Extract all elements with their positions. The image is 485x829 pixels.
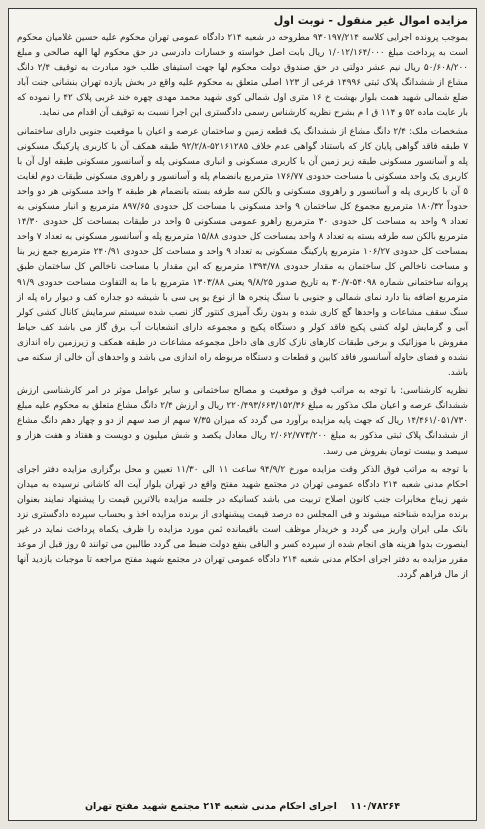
paragraph-property-specs: مشخصات ملک: ۲/۴ دانگ مشاع از ششدانگ یک قطعه زمین و ساختمان عرصه و اعیان با موقعیت جنوبی دارای ساختمانی ۷ طبقه فاقد گواهی پایان کار که باستناد گواهی عدم خلاف ۵۲۱۶۱۲۸۵-۹۲/۲/۸ طبقه همکف آن با کاربری پارکینگ مسکونی پله و آسانسور مسکونی طبقه زیر زمین آن با کاربری مسکونی و انباری مسکونی پله و آسانسور مسکونی طبقه اول آن با کاربری یک واحد مسکونی با مساحت حدودی ۱۷۶/۷۷ مترمربع بانضمام پله و آسانسور و راهروی مسکونی طبقات دوم لغایت ۵ آن با کاربری پله و آسانسور و راهروی مسکونی و بالکن سه طرفه بسته بانضمام هر طبقه ۲ واحد مسکونی هر دو واحد حدوداً ۱۸۰/۳۲ مترمربع مجموع کل ساختمان ۹ واحد مسکونی با مساحت کل حدودی ۸۹۷/۶۵ مترمربع و انبار مسکونی به تعداد ۹ واحد به مساحت کل حدودی ۳۰ مترمربع راهرو عمومی مسکونی ۵ واحد در طبقات بمساحت کل حدودی ۱۴/۳۰ مترمربع بالکن سه طرفه بسته به تعداد ۸ واحد بمساحت کل حدودی ۱۵/۸۸ مترمربع پله و آسانسور مسکونی به تعداد ۷ واحد بمساحت کل حدودی ۱۰۶/۲۷ مترمربع پارکینگ مسکونی به تعداد ۹ واحد و مساحت کل حدودی ۲۴۰/۹۱ مترمربع جمع زیر بنا و مساحت ناخالص کل ساختمان به مقدار حدودی ۱۳۹۴/۷۸ مترمربع که این مقدار با مساحت ناخالص کل ساختمان طبق پروانه ساختمانی شماره ۵۴۰۹۸-۳۰/۷ به تاریخ صدور ۹/۸/۲۵ یعنی ۱۳۰۳/۸۸ مترمربع با ما به التفاوت مساحت حدودی ۹۱/۹ مترمربع اضافه بنا دارد نمای شمالی و جنوبی با سنگ پنجره ها از نوع یو پی سی با شیشه دو جداره کف و دیوار راه پله از سنگ سقف مشاعات و واحدها گچ کاری شده و بدون رنگ آمیزی کنتور گاز نصب شده سیستم سرمایش کانال کشی کولر آبی و گرمایش لوله کشی پکیج فاقد کولر و دستگاه پکیج و مجموعه دارای انشعابات آب برق گاز می باشد کف حیاط مفروش با موزائیک و برخی طبقات کارهای نازک کاری های داخل مجموعه مشاعات در طبقه همکف و زیرزمین راه اندازی نشده و فضای حاوله آسانسور فاقد کابین و قطعات و دستگاه مربوطه راه اندازی می باشد و واحدهای آن خالی از سکنه می باشد. [17,126,469,379]
notice-body [9,31,476,583]
paragraph-auction-terms: با توجه به مراتب فوق الذکر وقت مزایده مورخ ۹۴/۹/۲ ساعت ۱۱ الی ۱۱/۳۰ تعیین و محل برگزاری مزایده دفتر اجرای احکام مدنی شعبه ۲۱۴ دادگاه عمومی تهران در مجتمع شهید مفتح واقع در تهران بلوار آیت اله کاشانی نرسیده به میدان شهر زیباخ مخابرات جنب کانون اصلاح تربیت می باشد کسانیکه در جلسه مزایده بالاترین قیمت را پیشنهاد نمایند بعنوان برنده مزایده شناخته میشوند و فی المجلس ده درصد قیمت پیشنهادی از برنده مزایده اخذ و بحساب سپرده دادگستری نزد بانک ملی ایران واریز می گردد و خریدار موظف است باقیمانده ثمن مورد مزایده را ظرف یکماه پرداخت نماید در غیر اینصورت بدوا هزینه های انجام شده از سپرده کسر و الباقی بنفع دولت ضبط می گردد طالبین می توانند ۵ روز قبل از موعد مقرر مزایده به دفتر اجرای احکام مدنی شعبه ۲۱۴ دادگاه عمومی تهران در مجتمع شهید مفتح مراجعه تا موجبات بازدید آنها از مال فراهم گردد. [17,464,469,581]
paragraph-expert-opinion: نظریه کارشناسی: با توجه به مراتب فوق و موقعیت و مصالح ساختمانی و سایر عوامل موثر در امر کارشناسی ارزش ششدانگ عرصه و اعیان ملک مذکور به مبلغ ۲۲۰/۴۹۳/۶۶۳/۱۵۲/۳۶ ریال و ارزش ۲/۴ دانگ مشاع متعلق به محکوم علیه مبلغ ۱۴/۴۶۱/۰۵۱/۷۳۰ ریال که جهت پایه مزایده برآورد می گردد که میزان ۷/۳۵ سهم از صد سهم از دو و چهار دهم دانگ مشاع از ششدانگ پلاک ثبتی مذکور به مبلغ ۲/۰۶۲/۷۷۳/۲۰۰ ریال معادل یکصد و شش میلیون و دویست و هفتاد و هفت هزار و سیصد و بیست تومان بفروش می رسد. [17,386,468,457]
notice-footer [9,801,476,812]
notice-title: مزایده اموال غیر منقول - نوبت اول [273,14,468,27]
issuing-office: اجرای احکام مدنی شعبه ۲۱۴ مجتمع شهید مفتح تهران [84,801,337,812]
paragraph-case: بموجب پرونده اجرایی کلاسه ۹۳۰۱۹۷/۲۱۴ مطروحه در شعبه ۲۱۴ دادگاه عمومی تهران محکوم علیه حسین غلامیان محکوم است به پرداخت مبلغ ۱/۰۱۲/۱۶۴/۰۰۰ ریال بابت اصل خواسته و خسارات دادرسی در حق محکوم لها الهه صالحی و مبلغ ۵۰/۶۰۸/۲۰۰ ریال نیم عشر دولتی در حق صندوق دولت محکوم لها جهت استیفای طلب خود مبادرت به توقیف ۲/۴ دانگ مشاع از ششدانگ پلاک ثبتی ۱۴۹۹۶ فرعی از ۱۲۳ اصلی متعلق به محکوم علیه واقع در بخش یازده تهران بنشانی جنت آباد ضلع شمالی شهید همت بلوار بهشت خ ۱۶ متری اول شمالی کوی شهید محمد مهدی چهره خند غربی پلاک ۴۲ را نموده که بار عایت ماده ۵۲ و ۱۱۴ ق ا م بشرح نظریه کارشناس رسمی دادگستری این اجرا نسبت به توقیف آن اقدام می نماید. [17,33,468,119]
notice-code: ۱۱۰/۷۸۲۶۴ [350,801,401,812]
notice-clipping [8,8,477,821]
